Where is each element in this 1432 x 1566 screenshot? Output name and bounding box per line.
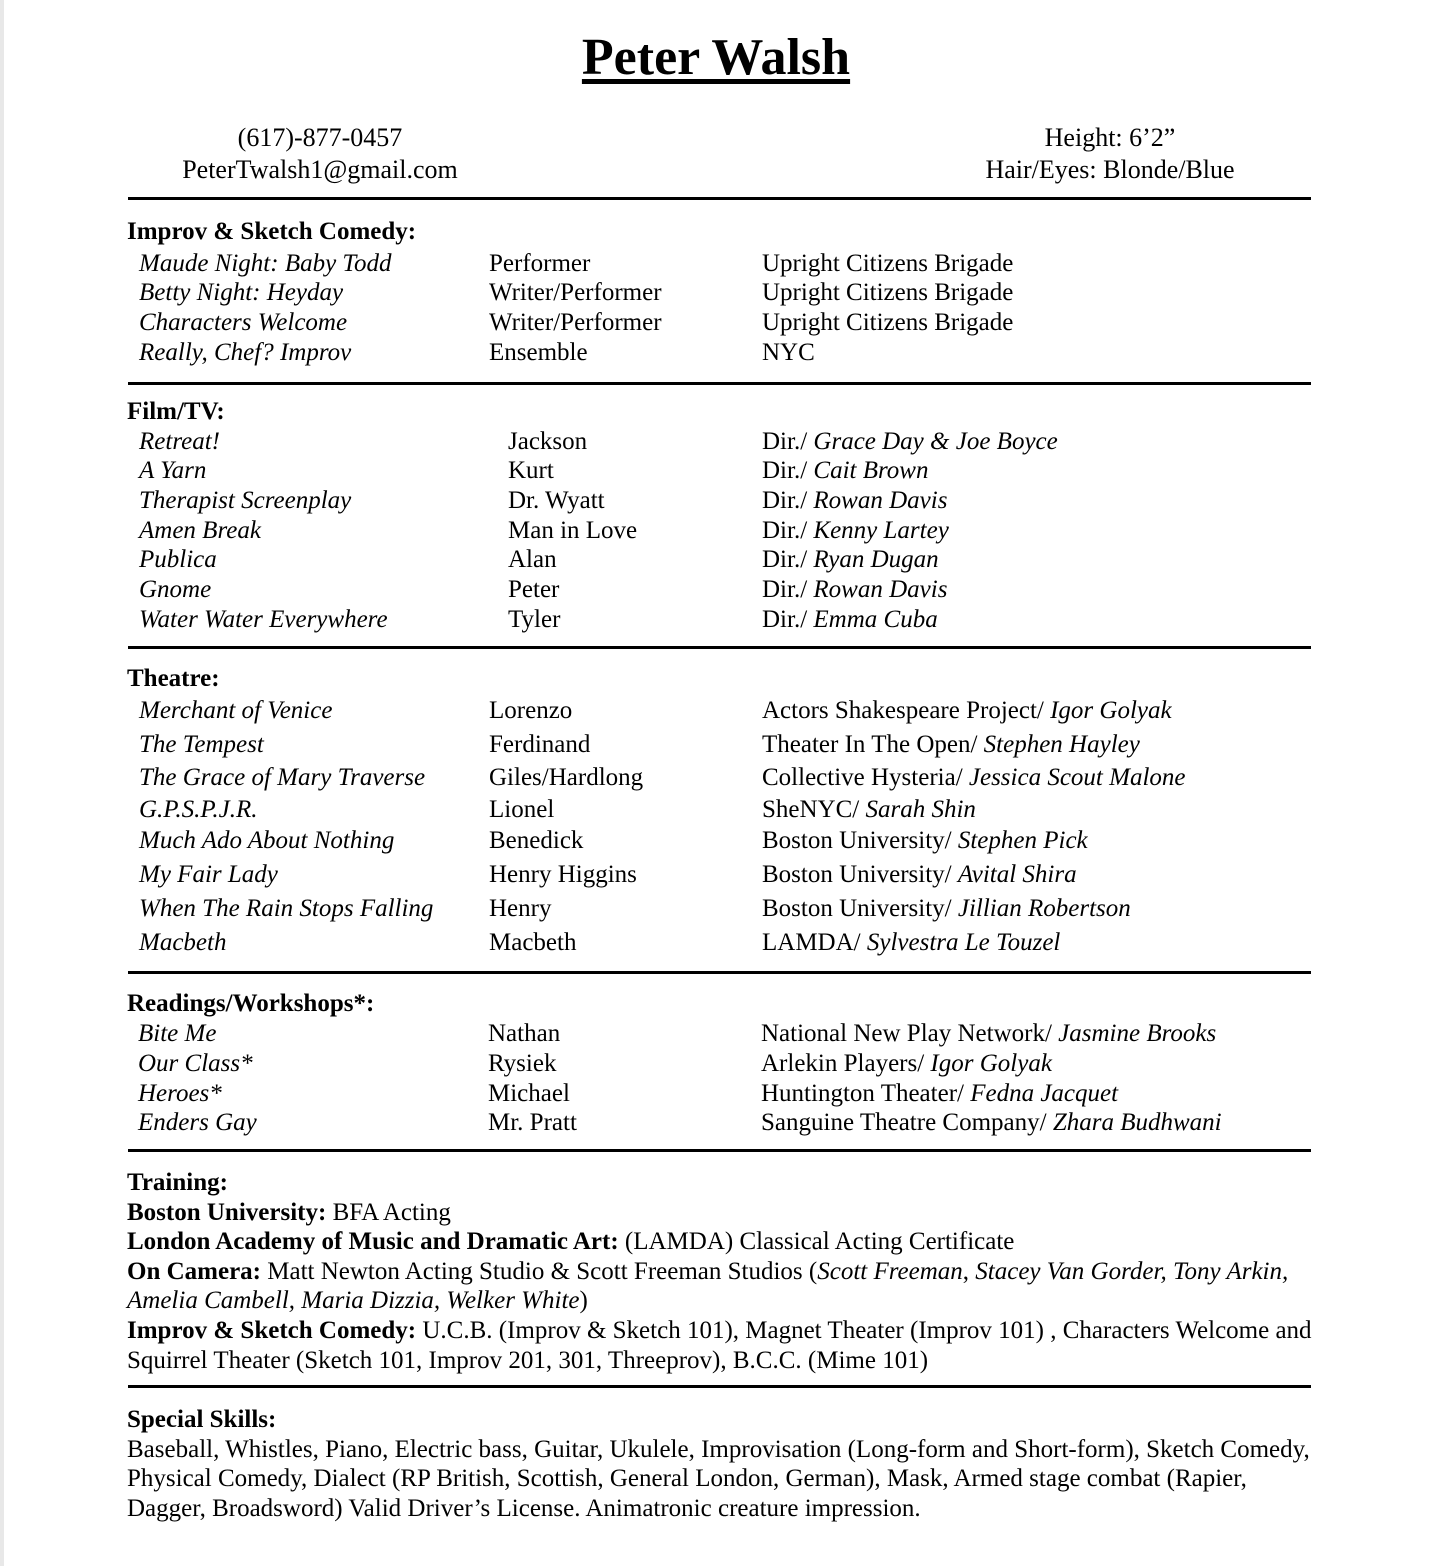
company: Theater In The Open/ bbox=[762, 731, 984, 758]
company: Boston University/ bbox=[762, 861, 958, 888]
role: Dr. Wyatt bbox=[508, 487, 605, 514]
table-row bbox=[0, 895, 1432, 925]
show-title: Characters Welcome bbox=[139, 309, 348, 336]
table-row bbox=[0, 339, 1432, 369]
show-title: My Fair Lady bbox=[139, 861, 278, 888]
role: Macbeth bbox=[489, 929, 577, 956]
section-title-improv: Improv & Sketch Comedy: bbox=[127, 218, 417, 245]
director: Ryan Dugan bbox=[813, 546, 939, 573]
company-credit bbox=[761, 1050, 1052, 1078]
table-row bbox=[0, 457, 1432, 487]
director-credit bbox=[762, 487, 947, 515]
company: Arlekin Players/ bbox=[761, 1050, 931, 1077]
role: Alan bbox=[508, 546, 557, 573]
role: Mr. Pratt bbox=[488, 1109, 577, 1136]
role: Peter bbox=[508, 576, 560, 603]
show-title: Bite Me bbox=[138, 1020, 217, 1047]
director: Cait Brown bbox=[813, 457, 929, 484]
skills-text: Baseball, Whistles, Piano, Electric bass, Guitar, Ukulele, Improvisation (Long-form and Short-form), Sketch Comedy, Physical Comedy, Dialect (RP British, Scottish, General London, German), Mask, Armed stage combat (Rapier, Dagger, Broadsword) Valid Driver’s License. Animatronic creature impression. bbox=[127, 1435, 1310, 1522]
email-address: PeterTwalsh1@gmail.com bbox=[182, 155, 458, 184]
show-title: Publica bbox=[139, 546, 217, 573]
table-row bbox=[0, 764, 1432, 794]
director: Stephen Pick bbox=[957, 827, 1088, 854]
physical-stats bbox=[910, 122, 1310, 186]
role: Lionel bbox=[489, 796, 555, 823]
company: Collective Hysteria/ bbox=[762, 764, 969, 791]
training-detail: Matt Newton Acting Studio & Scott Freeman Studios ( bbox=[261, 1257, 818, 1285]
role: Jackson bbox=[508, 428, 588, 455]
table-row bbox=[0, 731, 1432, 761]
company-credit bbox=[762, 796, 976, 824]
close-paren: ) bbox=[579, 1287, 588, 1315]
table-row bbox=[0, 546, 1432, 576]
role: Lorenzo bbox=[489, 697, 573, 724]
table-row bbox=[0, 1109, 1432, 1139]
show-title: Amen Break bbox=[139, 517, 261, 544]
table-row bbox=[0, 250, 1432, 280]
divider bbox=[128, 382, 1311, 385]
show-title: Macbeth bbox=[139, 929, 227, 956]
show-title: The Grace of Mary Traverse bbox=[139, 764, 426, 791]
company-credit bbox=[761, 1109, 1222, 1137]
company: Huntington Theater/ bbox=[761, 1080, 971, 1107]
divider bbox=[128, 1385, 1311, 1388]
table-row bbox=[0, 1020, 1432, 1050]
table-row bbox=[0, 796, 1432, 826]
director-credit bbox=[762, 606, 938, 634]
training-label: London Academy of Music and Dramatic Art: bbox=[127, 1228, 619, 1256]
show-title: Maude Night: Baby Todd bbox=[139, 250, 392, 277]
company-credit bbox=[762, 697, 1172, 725]
show-title: Much Ado About Nothing bbox=[139, 827, 395, 854]
show-title: When The Rain Stops Falling bbox=[139, 895, 434, 922]
company: Boston University/ bbox=[762, 895, 958, 922]
role: Henry Higgins bbox=[489, 861, 637, 888]
director-credit bbox=[762, 576, 947, 604]
role: Ferdinand bbox=[489, 731, 591, 758]
company-credit bbox=[762, 929, 1060, 957]
show-title: Betty Night: Heyday bbox=[139, 279, 344, 306]
director: Igor Golyak bbox=[930, 1050, 1052, 1077]
divider bbox=[128, 1149, 1311, 1152]
table-row bbox=[0, 697, 1432, 727]
show-title: Gnome bbox=[139, 576, 212, 603]
section-title-training: Training: bbox=[127, 1169, 228, 1196]
director: Sarah Shin bbox=[865, 796, 976, 823]
dir-prefix: Dir./ bbox=[762, 457, 814, 484]
show-title: Merchant of Venice bbox=[139, 697, 333, 724]
show-title: Therapist Screenplay bbox=[139, 487, 352, 514]
table-row bbox=[0, 1050, 1432, 1080]
table-row bbox=[0, 517, 1432, 547]
separator: , bbox=[962, 1257, 976, 1285]
director: Rowan Davis bbox=[813, 487, 948, 514]
director-credit bbox=[762, 546, 939, 574]
table-row bbox=[0, 929, 1432, 959]
venue: NYC bbox=[762, 339, 815, 366]
director: Jessica Scout Malone bbox=[968, 764, 1186, 791]
training-label: Improv & Sketch Comedy: bbox=[127, 1316, 417, 1344]
director: Rowan Davis bbox=[813, 576, 948, 603]
role: Nathan bbox=[488, 1020, 561, 1047]
teacher-names: Stacey Van Gorder, Tony Arkin, Amelia Cambell, Maria Dizzia, Welker White bbox=[127, 1257, 1289, 1315]
divider bbox=[128, 646, 1311, 649]
dir-prefix: Dir./ bbox=[762, 487, 814, 514]
show-title: Heroes* bbox=[138, 1080, 222, 1107]
show-title: A Yarn bbox=[139, 457, 207, 484]
divider bbox=[128, 197, 1311, 200]
teacher-name: Scott Freeman bbox=[817, 1257, 963, 1285]
skills-section bbox=[127, 1405, 1317, 1523]
phone-number: (617)-877-0457 bbox=[237, 123, 403, 152]
dir-prefix: Dir./ bbox=[762, 546, 814, 573]
dir-prefix: Dir./ bbox=[762, 576, 814, 603]
director: Stephen Hayley bbox=[983, 731, 1140, 758]
company-credit bbox=[762, 731, 1140, 759]
director: Emma Cuba bbox=[813, 606, 938, 633]
company-credit bbox=[762, 827, 1088, 855]
director: Jillian Robertson bbox=[957, 895, 1131, 922]
table-row bbox=[0, 279, 1432, 309]
director: Avital Shira bbox=[957, 861, 1077, 888]
company: Sanguine Theatre Company/ bbox=[761, 1109, 1053, 1136]
director: Jasmine Brooks bbox=[1058, 1020, 1217, 1047]
actor-name: Peter Walsh bbox=[581, 29, 851, 86]
hair-eyes: Hair/Eyes: Blonde/Blue bbox=[985, 155, 1235, 184]
role: Kurt bbox=[508, 457, 554, 484]
venue: Upright Citizens Brigade bbox=[762, 279, 1014, 306]
company-credit bbox=[761, 1080, 1118, 1108]
table-row bbox=[0, 606, 1432, 636]
section-title-film: Film/TV: bbox=[127, 398, 225, 425]
training-detail: (LAMDA) Classical Acting Certificate bbox=[618, 1228, 1015, 1256]
company-credit bbox=[762, 895, 1131, 923]
director: Grace Day & Joe Boyce bbox=[813, 428, 1058, 455]
venue: Upright Citizens Brigade bbox=[762, 309, 1014, 336]
company-credit bbox=[762, 764, 1186, 792]
director-credit bbox=[762, 517, 949, 545]
role: Performer bbox=[489, 250, 591, 277]
training-label: On Camera: bbox=[127, 1257, 261, 1285]
show-title: Our Class* bbox=[138, 1050, 253, 1077]
role: Benedick bbox=[489, 827, 584, 854]
training-detail: U.C.B. (Improv & Sketch 101), Magnet Theater (Improv 101) , Characters Welcome and Squirrel Theater (Sketch 101, Improv 201, 301, Threeprov), B.C.C. (Mime 101) bbox=[127, 1316, 1312, 1374]
show-title: G.P.S.P.J.R. bbox=[139, 796, 258, 823]
show-title: Retreat! bbox=[139, 428, 220, 455]
dir-prefix: Dir./ bbox=[762, 517, 814, 544]
company: Boston University/ bbox=[762, 827, 958, 854]
table-row bbox=[0, 487, 1432, 517]
training-detail: BFA Acting bbox=[326, 1198, 451, 1226]
company-credit bbox=[762, 861, 1077, 889]
venue: Upright Citizens Brigade bbox=[762, 250, 1014, 277]
role: Writer/Performer bbox=[489, 309, 662, 336]
table-row bbox=[0, 1080, 1432, 1110]
company: SheNYC/ bbox=[762, 796, 866, 823]
director: Zhara Budhwani bbox=[1052, 1109, 1222, 1136]
height: Height: 6’2” bbox=[1044, 123, 1176, 152]
table-row bbox=[0, 827, 1432, 857]
company: National New Play Network/ bbox=[761, 1020, 1059, 1047]
table-row bbox=[0, 428, 1432, 458]
table-row bbox=[0, 861, 1432, 891]
director-credit bbox=[762, 457, 928, 485]
director: Igor Golyak bbox=[1050, 697, 1172, 724]
role: Giles/Hardlong bbox=[489, 764, 644, 791]
section-title-theatre: Theatre: bbox=[127, 665, 220, 692]
role: Ensemble bbox=[489, 339, 588, 366]
company: LAMDA/ bbox=[762, 929, 867, 956]
director: Sylvestra Le Touzel bbox=[866, 929, 1061, 956]
contact-block bbox=[120, 122, 520, 186]
show-title: Water Water Everywhere bbox=[139, 606, 388, 633]
show-title: Enders Gay bbox=[138, 1109, 257, 1136]
section-title-skills: Special Skills: bbox=[127, 1406, 277, 1433]
show-title: The Tempest bbox=[139, 731, 264, 758]
director: Kenny Lartey bbox=[813, 517, 949, 544]
training-label: Boston University: bbox=[127, 1198, 327, 1226]
director: Fedna Jacquet bbox=[970, 1080, 1119, 1107]
divider bbox=[128, 971, 1311, 974]
role: Rysiek bbox=[488, 1050, 557, 1077]
role: Tyler bbox=[508, 606, 561, 633]
section-title-readings: Readings/Workshops*: bbox=[127, 990, 375, 1017]
company: Actors Shakespeare Project/ bbox=[762, 697, 1051, 724]
dir-prefix: Dir./ bbox=[762, 606, 814, 633]
role: Man in Love bbox=[508, 517, 638, 544]
dir-prefix: Dir./ bbox=[762, 428, 814, 455]
role: Writer/Performer bbox=[489, 279, 662, 306]
training-section bbox=[127, 1168, 1317, 1375]
director-credit bbox=[762, 428, 1058, 456]
show-title: Really, Chef? Improv bbox=[139, 339, 352, 366]
role: Michael bbox=[488, 1080, 570, 1107]
table-row bbox=[0, 309, 1432, 339]
company-credit bbox=[761, 1020, 1216, 1048]
role: Henry bbox=[489, 895, 552, 922]
table-row bbox=[0, 576, 1432, 606]
